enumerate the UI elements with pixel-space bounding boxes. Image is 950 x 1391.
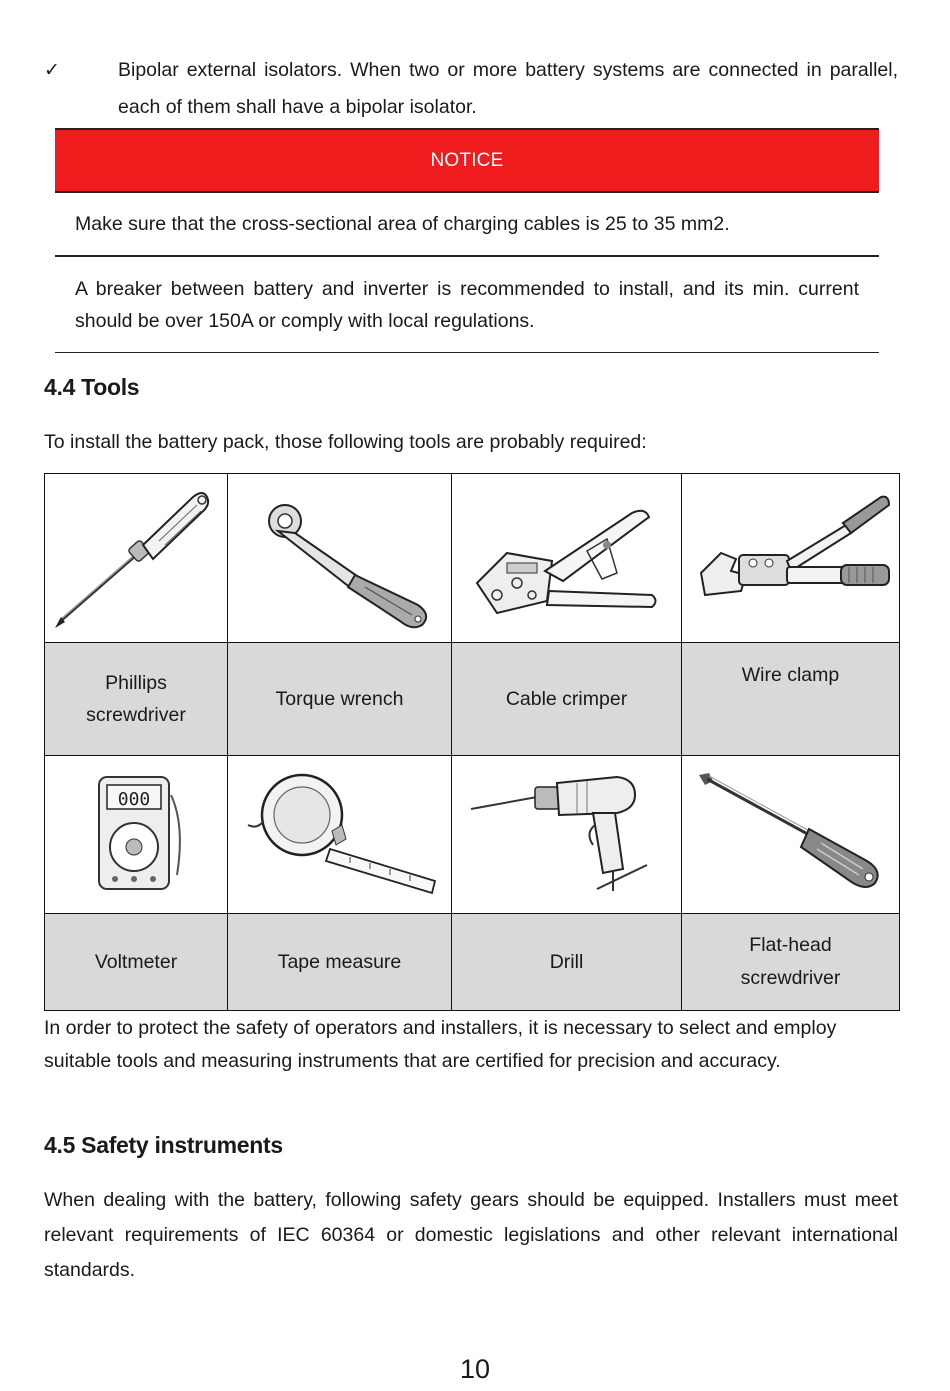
tool-image-cell <box>45 474 228 643</box>
cable-crimper-icon <box>467 483 667 633</box>
section-heading-safety: 4.5 Safety instruments <box>44 1132 283 1158</box>
notice-row-breaker: A breaker between battery and inverter is recommended to install, and its min. current should be over 150A or comply with local regulations. <box>75 278 859 332</box>
bullet-item <box>44 52 898 126</box>
torque-wrench-icon <box>240 483 440 633</box>
tool-label: Drill <box>452 914 682 1011</box>
tool-label: Flat-head screwdriver <box>682 914 900 1011</box>
tools-closing-paragraph: In order to protect the safety of operators and installers, it is necessary to select and employ suitable tools and measuring instruments that are certified for precision and accuracy. <box>44 1017 837 1072</box>
drill-icon <box>467 765 667 905</box>
notice-row-cable-area: Make sure that the cross-sectional area of charging cables is 25 to 35 mm2. <box>75 213 730 235</box>
voltmeter-display: 000 <box>117 788 151 810</box>
page-number: 10 <box>459 1354 491 1384</box>
tools-label-row <box>45 643 900 756</box>
tools-intro: To install the battery pack, those following tools are probably required: <box>44 431 647 453</box>
phillips-screwdriver-icon <box>51 483 221 633</box>
bullet-text: Bipolar external isolators. When two or more battery systems are connected in parallel, each of them shall have a bipolar isolator. <box>118 59 898 118</box>
tool-image-cell <box>452 474 682 643</box>
tool-label: Phillips screwdriver <box>45 643 228 756</box>
notice-divider <box>55 255 879 257</box>
tool-image-cell <box>452 756 682 914</box>
safety-paragraph: When dealing with the battery, following safety gears should be equipped. Installers must meet relevant requirements of IEC 60364 or domestic legislations and other relevant international standards. <box>44 1189 898 1281</box>
tools-table <box>44 473 900 1011</box>
tool-label: Tape measure <box>228 914 452 1011</box>
tool-label: Torque wrench <box>228 643 452 756</box>
tool-image-cell <box>682 756 900 914</box>
notice-banner: NOTICE <box>55 128 879 193</box>
tool-image-cell <box>228 474 452 643</box>
tool-label: Voltmeter <box>45 914 228 1011</box>
tool-label: Cable crimper <box>452 643 682 756</box>
tools-label-row <box>45 914 900 1011</box>
flat-head-screwdriver-icon <box>691 765 891 905</box>
tool-label: Wire clamp <box>682 643 900 756</box>
voltmeter-icon <box>51 765 221 905</box>
tape-measure-icon <box>240 765 440 905</box>
wire-clamp-icon <box>691 483 891 633</box>
tool-image-cell <box>45 756 228 914</box>
checkmark-icon: ✓ <box>44 59 60 81</box>
tools-image-row <box>45 756 900 914</box>
section-heading-tools: 4.4 Tools <box>44 374 140 400</box>
notice-bottom-rule <box>55 352 879 353</box>
tool-image-cell <box>682 474 900 643</box>
tools-image-row <box>45 474 900 643</box>
tool-image-cell <box>228 756 452 914</box>
